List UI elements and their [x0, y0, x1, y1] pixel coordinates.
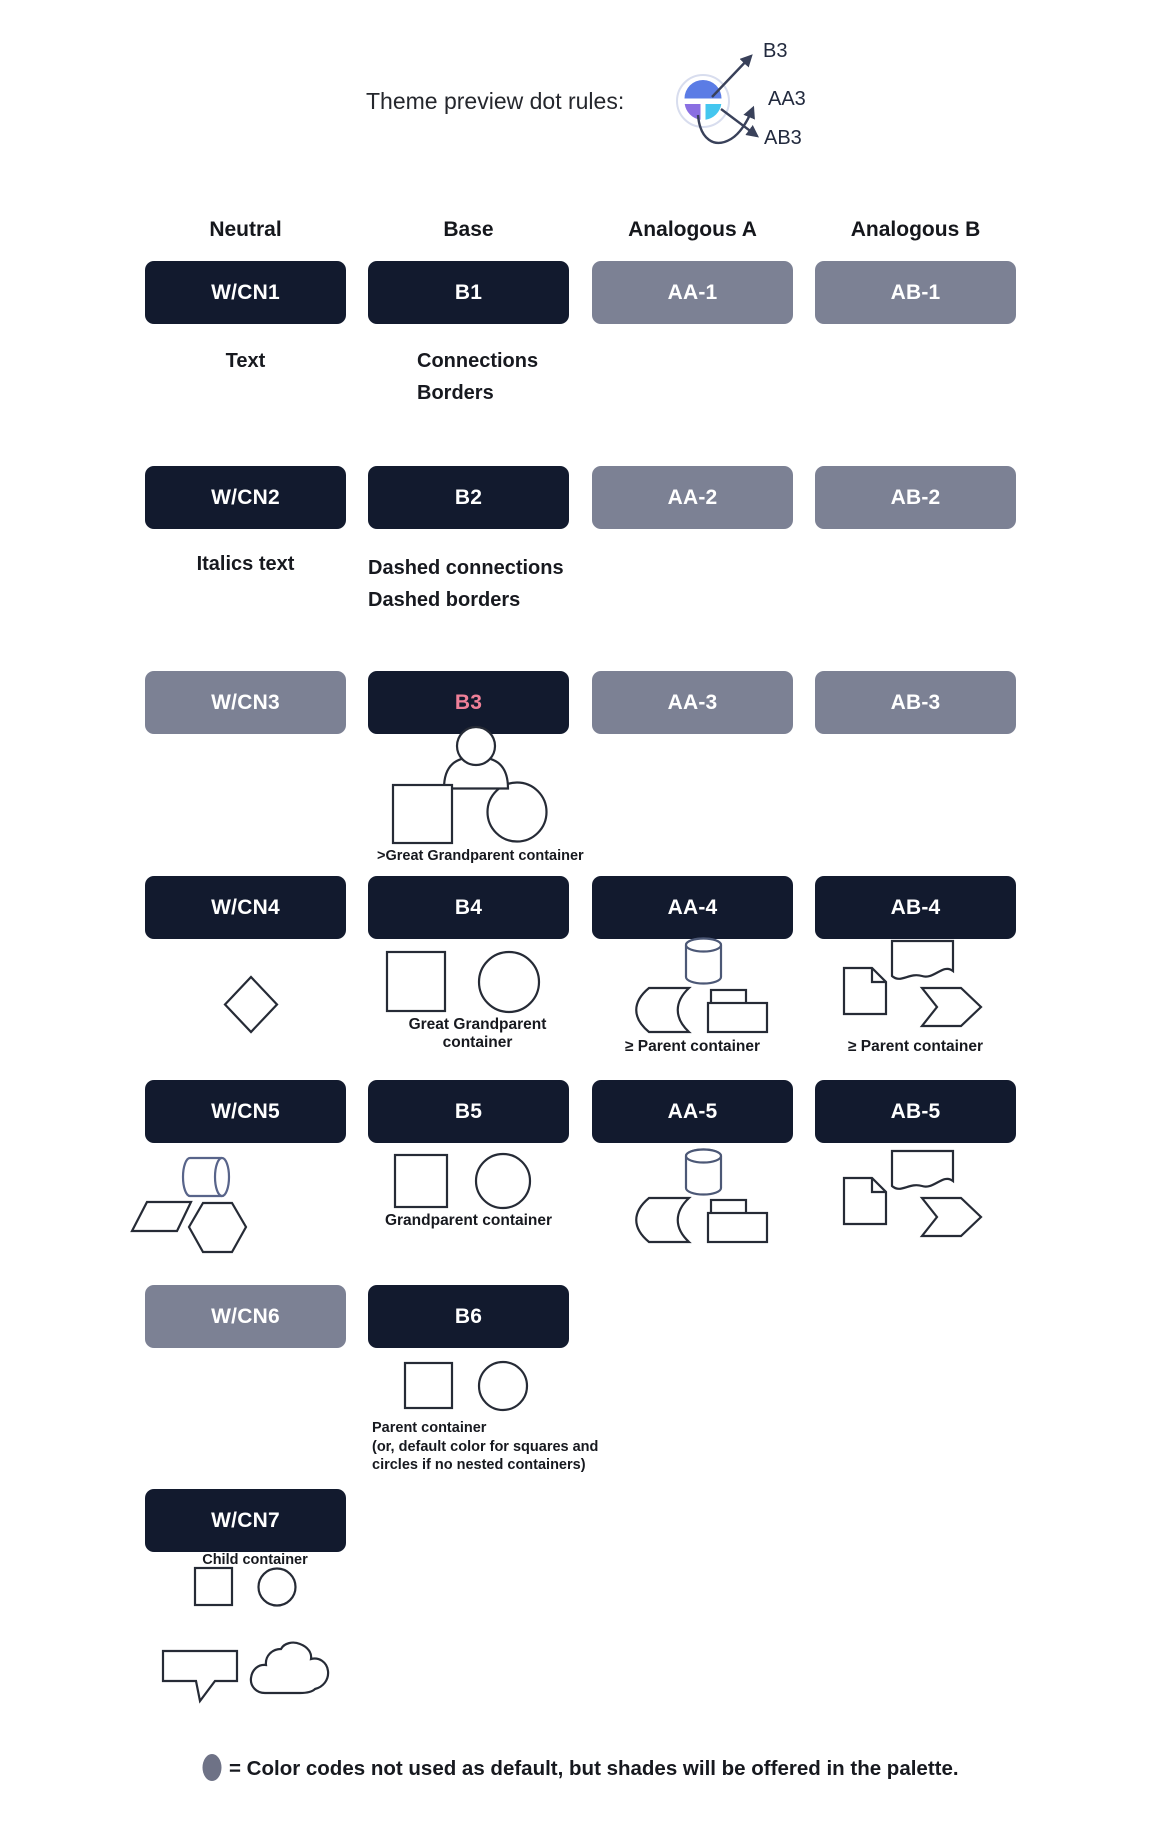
caption-wcn7: Child container — [202, 1552, 308, 1568]
aa4-shapes — [636, 939, 767, 1033]
page-title: Theme preview dot rules: — [366, 88, 625, 114]
diamond-icon — [225, 977, 277, 1032]
arrow-to-b3 — [712, 56, 751, 97]
legend-text: = Color codes not used as default, but shades will be offered in the palette. — [229, 1757, 959, 1780]
badge-ab3 — [815, 671, 1016, 734]
cylinder-icon — [686, 1150, 721, 1195]
dot-label-ab3: AB3 — [764, 127, 802, 149]
badge-b2-label: B2 — [454, 485, 483, 509]
badge-aa2 — [592, 466, 793, 529]
badge-b1 — [368, 261, 569, 324]
caption-wcn1: Text — [225, 350, 266, 372]
badge-ab3-label: AB-3 — [890, 690, 941, 714]
badge-b5 — [368, 1080, 569, 1143]
column-header-neutral: Neutral — [209, 218, 282, 241]
badge-aa3-label: AA-3 — [667, 690, 718, 714]
dot-segment-analogous-b — [706, 104, 722, 120]
badge-wcn7 — [145, 1489, 346, 1552]
badge-aa5 — [592, 1080, 793, 1143]
caption-b2 — [368, 552, 564, 616]
caption-b1 — [417, 345, 538, 409]
person-icon — [444, 727, 508, 789]
caption-b3: >Great Grandparent container — [377, 848, 584, 864]
badge-b4 — [368, 876, 569, 939]
badge-ab1 — [815, 261, 1016, 324]
badge-b5-label: B5 — [454, 1099, 483, 1123]
badge-b3-label: B3 — [454, 690, 483, 714]
badge-aa1 — [592, 261, 793, 324]
caption-b1-line2: Borders — [417, 382, 494, 404]
caption-b1-line1: Connections — [417, 350, 539, 372]
badge-wcn6-label: W/CN6 — [211, 1304, 280, 1328]
caption-b2-line2: Dashed borders — [368, 589, 521, 611]
caption-b6-line3: circles if no nested containers) — [372, 1457, 586, 1473]
column-header-analogous-b: Analogous B — [850, 218, 981, 241]
circle-icon — [476, 1154, 530, 1208]
badge-ab2-label: AB-2 — [890, 485, 941, 509]
chevron-icon — [922, 988, 981, 1026]
circle-icon — [479, 1362, 527, 1410]
badge-b6-label: B6 — [454, 1304, 483, 1328]
square-icon — [387, 952, 445, 1011]
caption-b2-line1: Dashed connections — [368, 557, 564, 579]
arrow-to-aa3 — [698, 108, 753, 143]
badge-ab5 — [815, 1080, 1016, 1143]
badge-b6 — [368, 1285, 569, 1348]
folder-icon — [708, 990, 767, 1032]
badge-wcn4 — [145, 876, 346, 939]
badge-aa4 — [592, 876, 793, 939]
dot-segment-base — [685, 80, 722, 98]
badge-ab4 — [815, 876, 1016, 939]
badge-b1-label: B1 — [454, 280, 483, 304]
badge-aa4-label: AA-4 — [667, 895, 718, 919]
badge-aa1-label: AA-1 — [667, 280, 718, 304]
caption-b6-line2: (or, default color for squares and — [372, 1438, 599, 1455]
circle-icon — [259, 1569, 296, 1606]
square-icon — [195, 1568, 232, 1605]
chevron-icon — [922, 1198, 981, 1236]
wavy-flag-icon — [892, 1151, 953, 1189]
square-icon — [393, 785, 452, 843]
badge-wcn3-label: W/CN3 — [211, 690, 280, 714]
hexagon-icon — [189, 1203, 246, 1252]
badge-ab1-label: AB-1 — [890, 280, 941, 304]
dot-label-b3: B3 — [763, 40, 788, 62]
badge-ab4-label: AB-4 — [890, 895, 941, 919]
caption-b5: Grandparent container — [384, 1212, 553, 1229]
badge-ab2 — [815, 466, 1016, 529]
dot-segment-analogous-a — [685, 104, 701, 120]
column-header-base: Base — [443, 218, 494, 241]
arrow-to-ab3 — [721, 109, 757, 136]
document-icon — [844, 1178, 886, 1224]
dot-label-aa3: AA3 — [768, 88, 806, 110]
caption-b4: Great Grandparent container — [408, 1016, 547, 1051]
circle-icon — [488, 783, 547, 842]
badge-wcn1 — [145, 261, 346, 324]
badge-wcn1-label: W/CN1 — [211, 280, 280, 304]
column-header-analogous-a: Analogous A — [628, 218, 757, 241]
badge-ab5-label: AB-5 — [890, 1099, 941, 1123]
badge-wcn2 — [145, 466, 346, 529]
caption-b6-line1: Parent container — [372, 1420, 487, 1436]
cylinder-icon — [686, 939, 721, 984]
badge-wcn4-label: W/CN4 — [211, 895, 280, 919]
caption-b6 — [372, 1419, 598, 1475]
folder-icon — [708, 1200, 767, 1242]
wavy-flag-icon — [892, 941, 953, 979]
badge-aa3 — [592, 671, 793, 734]
stored-data-icon — [636, 988, 689, 1032]
ab5-shapes — [844, 1151, 981, 1236]
badge-b3 — [368, 671, 569, 734]
speech-bubble-icon — [163, 1651, 237, 1701]
legend-dot-icon — [203, 1754, 222, 1781]
square-icon — [405, 1363, 452, 1408]
badge-b4-label: B4 — [454, 895, 483, 919]
horizontal-cylinder-icon — [183, 1158, 229, 1196]
badge-b2 — [368, 466, 569, 529]
badge-wcn5-label: W/CN5 — [211, 1099, 280, 1123]
badge-wcn7-label: W/CN7 — [211, 1508, 280, 1532]
aa5-shapes — [636, 1150, 767, 1243]
parallelogram-icon — [132, 1202, 191, 1231]
badge-wcn2-label: W/CN2 — [211, 485, 280, 509]
badge-aa5-label: AA-5 — [667, 1099, 718, 1123]
badge-aa2-label: AA-2 — [667, 485, 718, 509]
badge-wcn6 — [145, 1285, 346, 1348]
badge-wcn3 — [145, 671, 346, 734]
square-icon — [395, 1155, 447, 1207]
document-icon — [844, 968, 886, 1014]
caption-wcn2: Italics text — [196, 553, 295, 575]
caption-ab4: ≥ Parent container — [847, 1038, 984, 1055]
theme-preview-dot-icon — [677, 56, 757, 143]
stored-data-icon — [636, 1198, 689, 1242]
cloud-icon — [251, 1643, 328, 1693]
ab4-shapes — [844, 941, 981, 1026]
wcn5-shapes — [132, 1158, 246, 1252]
circle-icon — [479, 952, 539, 1012]
caption-aa4: ≥ Parent container — [624, 1038, 761, 1055]
badge-wcn5 — [145, 1080, 346, 1143]
